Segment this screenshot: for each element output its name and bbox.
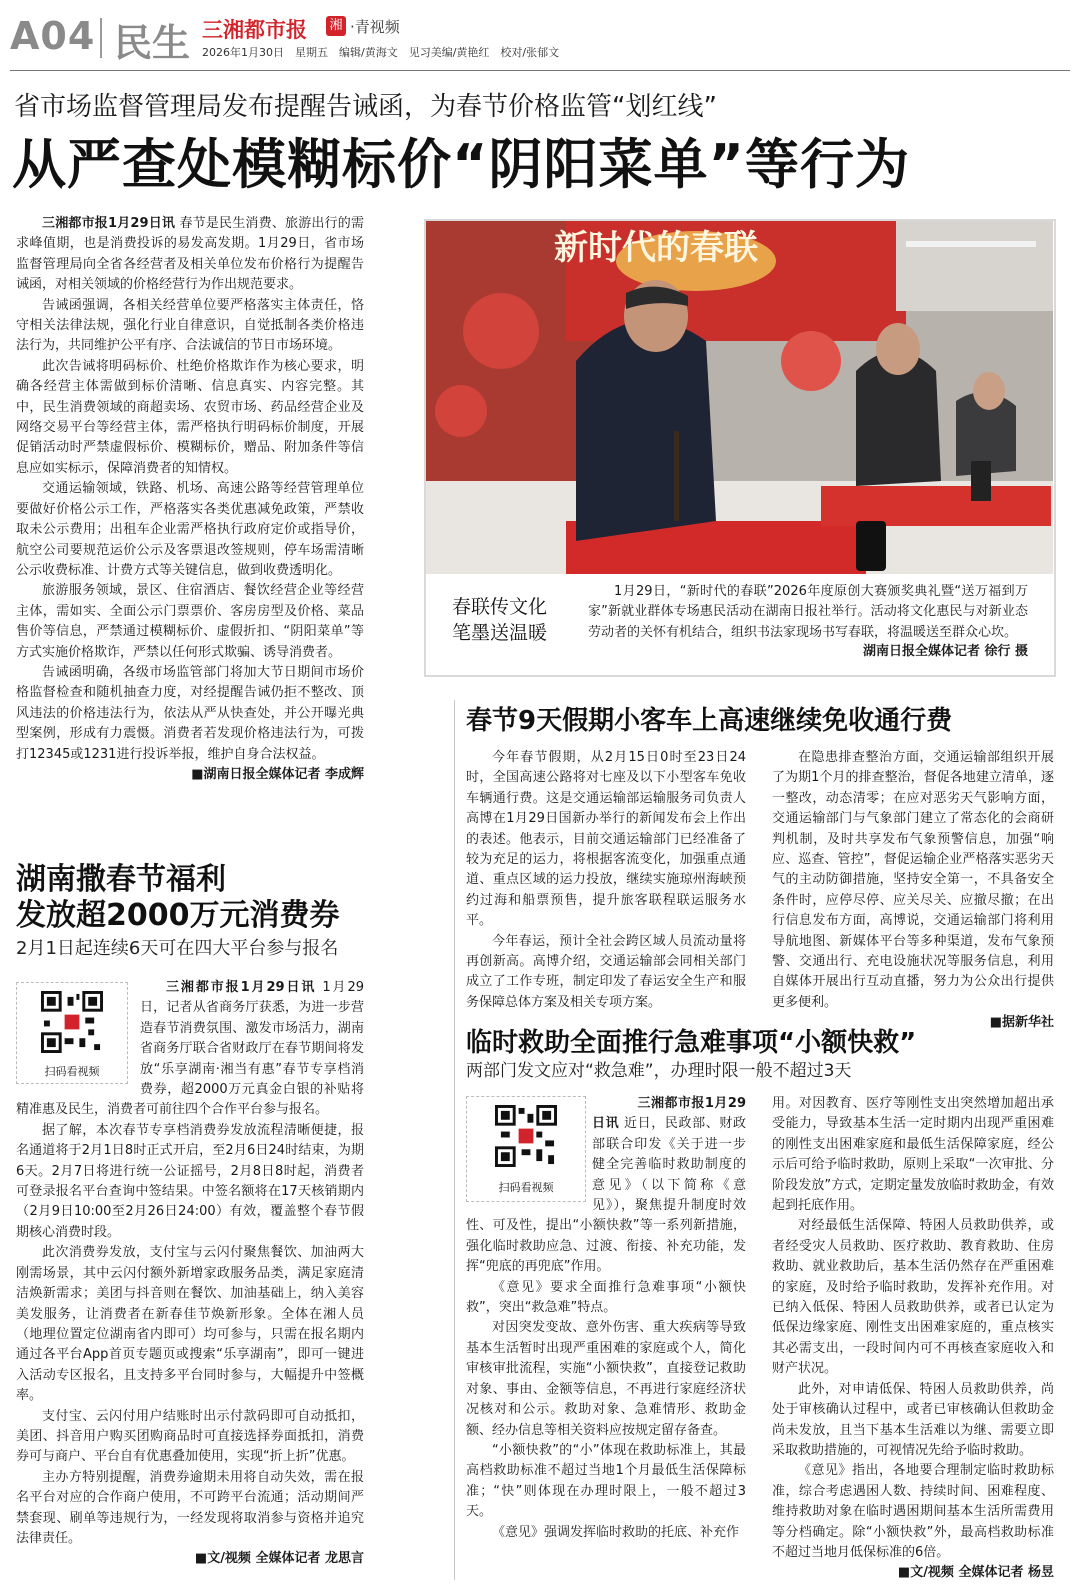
coupon-paragraph: 支付宝、云闪付用户结账时出示付款码即可自动抵扣，美团、抖音用户购买团购商品时可直接选择券面抵扣，消费券可与商户、平台自有优惠叠加使用，实现“折上折”优惠。 [16,1408,364,1465]
relief-paragraph: 对经最低生活保障、特困人员救助供养，或者经受灾人员救助、医疗救助、教育救助、住房救助、就业救助后，基本生活仍然存在严重困难的家庭，及时给予临时救助，发挥补充作用。对已纳入低保、特困人员救助供养，或者已认定为低保边缘家庭、刚性支出困难家庭的，重点核实其必需支出，一段时间内可不再核查家庭收入和财产状况。 [772,1218,1054,1377]
photo-credit: 湖南日报全媒体记者 徐行 摄 [862,644,1028,659]
lead-byline: ■湖南日报全媒体记者 李成辉 [191,766,364,782]
relief-qr-label: 扫码看视频 [498,1181,554,1194]
qr-float-spacer [466,1094,592,1210]
lead-paragraph [16,214,364,296]
page-number: A04 [10,14,96,58]
caption-title-line: 笔墨送温暖 [452,622,548,644]
highway-byline: ■据新华社 [989,1015,1054,1031]
coupon-paragraph: 据了解，本次春节专享档消费券发放流程清晰便捷，报名通道将于2月1日8时正式开启，至2月6日24时结束，为期6天。2月7日将进行统一公证摇号，2月8日8时起，消费者可登录报名平台查询中签结果。中签名额将在17天核销期内（2月9日10:00至2月26日24:00）有效，覆盖整个春节假期核心消费时段。 [16,1122,364,1240]
lead-article [16,214,364,785]
relief-dateline: 三湘都市报1月29日讯 [592,1096,746,1132]
highway-article-left [466,748,746,1013]
relief-paragraph: “小额快救”的“小”体现在救助标准上，其最高档救助标准不超过当地1个月最低生活保障标准；“快”则体现在办理时限上，一般不超过3天。 [466,1442,746,1520]
paper-name: 三湘都市报 [202,18,307,42]
video-brand: ·青视频 [350,18,400,36]
coupon-subhead: 2月1日起连续6天可在四大平台参与报名 [16,938,339,959]
coupon-byline: ■文/视频 全媒体记者 龙思言 [194,1551,364,1567]
coupon-dateline: 三湘都市报1月29日讯 [166,980,317,995]
paper-logo-icon: 湘 [326,16,346,36]
photo-caption-title [452,594,547,646]
coupon-paragraph: 主办方特别提醒，消费券逾期未用将自动失效，需在报名平台对应的合作商户使用，不可跨平台流通；活动期间严禁套现、刷单等违规行为，一经发现将取消参与资格并追究法律责任。 [16,1469,364,1546]
lead-paragraph: 告诫函强调，各相关经营单位要严格落实主体责任，恪守相关法律法规，强化行业自律意识，自觉抵制各类价格违法行为，共同维护公平有序、合法诚信的节日市场环境。 [16,297,364,354]
highway-headline: 春节9天假期小客车上高速继续免收通行费 [466,706,953,736]
coupon-article [16,978,364,1570]
masthead-rule [10,70,1070,71]
paragraph-text: 1月29日，记者从省商务厅获悉，为进一步营造春节消费氛围、激发市场活力，湖南省商务厅联合省财政厅在春节期间将发放“乐享湖南·湘当有惠”春节专享档消费券，超2000万元真金白银的补贴将精准惠及民生，消费者可前往四个合作平台参与报名。 [16,980,365,1118]
relief-byline: ■文/视频 全媒体记者 杨昱 [897,1565,1054,1581]
qr-float-spacer [16,978,140,1092]
coupon-headline-line: 发放超2000万元消费券 [16,898,340,933]
lead-paragraph: 此次告诫将明码标价、杜绝价格欺诈作为核心要求，明确各经营主体需做到标价清晰、信息真实、内容完整。其中，民生消费领域的商超卖场、农贸市场、药品经营企业及网络交易平台等经营主体，需严格执行明码标价制度，开展促销活动时严禁虚假标价、模糊标价，赠品、附加条件等信息应如实标示，保障消费者的知情权。 [16,358,364,476]
relief-paragraph: 用。对因教育、医疗等刚性支出突然增加超出承受能力，导致基本生活一定时期内出现严重困难的刚性支出困难家庭和最低生活保障家庭，经公示后可给予临时救助，原则上采取“一次审批、分阶段发放”方式，定期定量发放临时救助金，有效起到托底作用。 [772,1096,1054,1214]
relief-subhead: 两部门发文应对“救急难”，办理时限一般不超过3天 [466,1061,852,1081]
highway-paragraph: 今年春节假期，从2月15日0时至23日24时，全国高速公路将对七座及以下小型客车免收车辆通行费。这是交通运输部运输服务司负责人高博在1月29日国新办举行的新闻发布会上作出的表述。他表示，目前交通运输部门已经准备了较为充足的运力，将根据客流变化，加强重点通道、重点区域的运力投放，继续实施琼州海峡预约过海和船票预售，提升旅客联程联运服务水平。 [466,750,746,929]
lead-kicker: 省市场监督管理局发布提醒告诫函，为春节价格监管“划红线” [14,92,717,122]
calligraphy-photo [426,221,1053,574]
column-separator [454,700,455,1580]
coupon-qr-label: 扫码看视频 [44,1065,100,1078]
relief-paragraph: 《意见》要求全面推行急难事项“小额快救”，突出“救急难”特点。 [466,1279,746,1316]
lead-dateline: 三湘都市报1月29日讯 [42,216,176,231]
relief-paragraph: 《意见》强调发挥临时救助的托底、补充作 [492,1524,740,1540]
lead-paragraph: 交通运输领域，铁路、机场、高速公路等经营管理单位要做好价格公示工作，严格落实各类优惠减免政策，严禁收取未公示费用；出租车企业需严格执行政府定价或指导价，航空公司要规范运价公示及客票退改签规则，停车场需清晰公示收费标准、计费方式等关键信息，做到收费透明化。 [16,481,364,578]
coupon-headline-line: 湖南撒春节福利 [16,862,226,897]
coupon-headline [16,862,340,934]
relief-article-right [772,1094,1054,1584]
relief-article-left [466,1094,746,1543]
photo-caption: 1月29日，“新时代的春联”2026年度原创大赛颁奖典礼暨“送万福到万家”新就业群体专场惠民活动在湖南日报社举行。活动将文化惠民与对新业态劳动者的关怀有机结合，组织书法家现场书写春联，将温暖送至群众心坎。 [588,584,1028,640]
lead-paragraph: 旅游服务领域，景区、住宿酒店、餐饮经营企业等经营主体，需如实、全面公示门票票价、客房房型及价格、菜品售价等信息，严禁通过模糊标价、虚假折扣、“阴阳菜单”等方式实施价格欺诈，严禁以任何形式欺骗、诱导消费者。 [16,583,364,660]
coupon-paragraph: 此次消费券发放，支付宝与云闪付聚焦餐饮、加油两大刚需场景，其中云闪付额外新增家政服务品类，满足家庭清洁焕新需求；美团与抖音则在餐饮、加油基础上，纳入美容美发服务，让消费者在新春佳节焕新形象。全体在湘人员（地理位置定位湖南省内即可）均可参与，只需在报名期内通过各平台App首页专题页或搜索“乐享湖南”，即可一键进入活动专区报名，且支持多平台同时参与，大幅提升中签概率。 [16,1245,364,1404]
issue-meta: 2026年1月30日 星期五 编辑/黄海文 见习美编/黄艳红 校对/张郁文 [202,46,560,59]
lead-headline: 从严查处模糊标价“阴阳菜单”等行为 [12,133,910,196]
lead-paragraph: 告诫函明确，各级市场监管部门将加大节日期间市场价格监督检查和随机抽查力度，对经提醒告诫仍拒不整改、顶风违法的价格违法行为，依法从严从快查处，并公开曝光典型案例，形成有力震慑。消费者若发现价格违法行为，可拨打12345或1231进行投诉举报，维护自身合法权益。 [16,664,364,762]
section-name: 民生 [114,21,191,65]
masthead-divider [100,18,102,58]
highway-paragraph: 今年春运，预计全社会跨区域人员流动量将再创新高。高博介绍，交通运输部会同相关部门成立了工作专班，制定印发了春运安全生产和服务保障总体方案及相关专项方案。 [466,933,746,1010]
relief-headline: 临时救助全面推行急难事项“小额快救” [466,1028,917,1058]
relief-paragraph: 此外，对申请低保、特困人员救助供养，尚处于审核确认过程中，或者已审核确认但救助金尚未发放，且当下基本生活难以为继、需要立即采取救助措施的，可视情况先给予临时救助。 [772,1381,1054,1458]
photo-banner-text: 新时代的春联 [554,228,758,268]
highway-paragraph: 在隐患排查整治方面，交通运输部组织开展了为期1个月的排查整治，督促各地建立清单，逐一整改，动态清零；在应对恶劣天气影响方面，交通运输部门与气象部门建立了常态化的会商研判机制，及时共享发布气象预警信息，加强“响应、巡查、管控”，督促运输企业严格落实恶劣天气的主动防御措施，坚持安全第一，不具备安全条件时，应停尽停、应关尽关、应撤尽撤；在出行信息发布方面，高博说，交通运输部门将利用导航地图、新媒体平台等多种渠道，发布气象预警、交通出行、充电设施状况等服务信息，利用自媒体开展出行互动直播，努力为公众出行提供更多便利。 [772,750,1054,1010]
relief-paragraph: 《意见》指出，各地要合理制定临时救助标准，综合考虑遇困人数、持续时间、困难程度、维持救助对象在临时遇困期间基本生活所需费用等分档确定。除“小额快救”外，最高档救助标准不超过当地月低保标准的6倍。 [772,1463,1054,1560]
caption-title-line: 春联传文化 [452,596,548,618]
relief-paragraph: 对因突发变故、意外伤害、重大疾病等导致基本生活暂时出现严重困难的家庭或个人，简化审核审批流程，实施“小额快救”，直接登记救助对象、事由、金额等信息，不再进行家庭经济状况核对和公示。救助对象、急难情形、救助金额、经办信息等相关资料应按规定留存备查。 [466,1320,746,1438]
highway-article-right [772,748,1054,1034]
paragraph-text: 近日，民政部、财政部联合印发《关于进一步健全完善临时救助制度的意见》（以下简称《意见》），聚焦提升制度时效性、可及性，提出“小额快救”等一系列新措施，强化临时救助应急、过渡、衔接、补充功能，发挥“兜底的再兜底”作用。 [466,1116,746,1275]
paragraph-text: 春节是民生消费、旅游出行的需求峰值期，也是消费投诉的易发高发期。1月29日，省市场监督管理局向全省各经营者及相关单位发布价格行为提醒告诫函，对相关领域的价格经营行为作出规范要求。 [16,216,365,293]
